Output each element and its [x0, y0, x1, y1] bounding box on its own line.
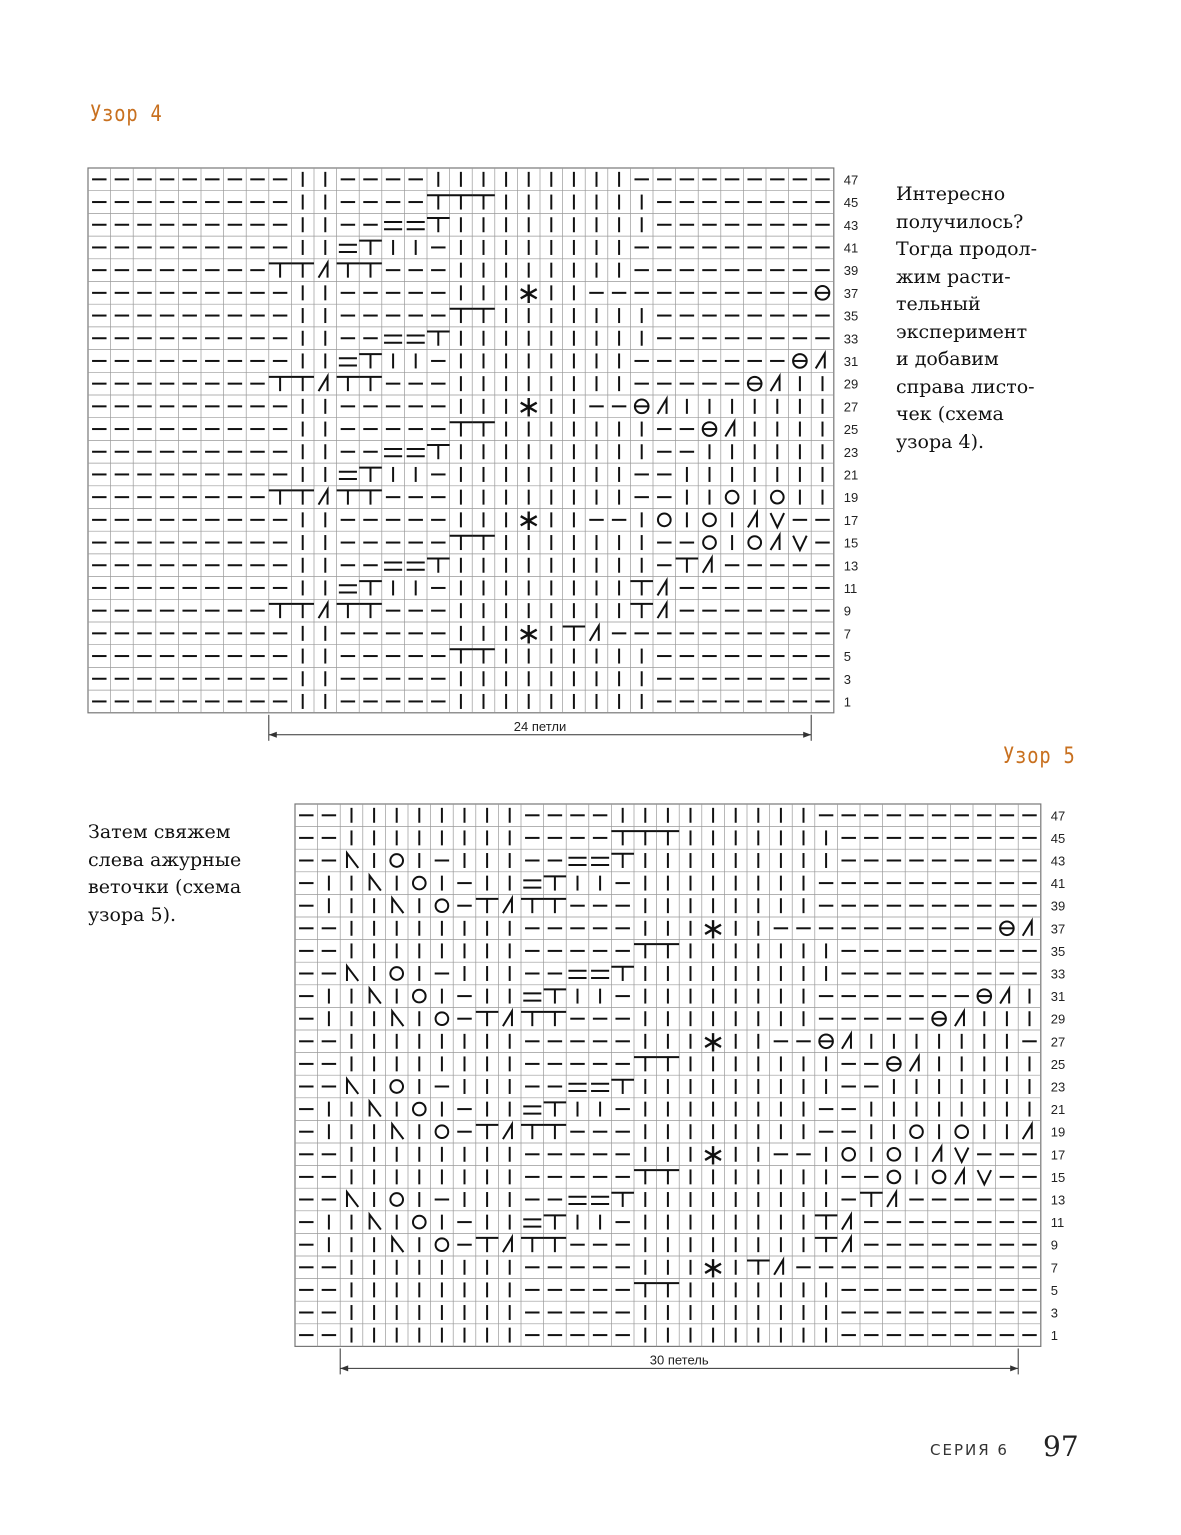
- yarn-over-symbol: [390, 854, 403, 867]
- row-label: 13: [1050, 1192, 1066, 1208]
- left-decrease-symbol: [370, 1215, 381, 1230]
- row-label: 9: [1050, 1237, 1059, 1253]
- row-label: 33: [843, 331, 859, 347]
- k2tog-symbol: [842, 1215, 851, 1230]
- k2tog-symbol: [955, 1011, 964, 1026]
- ssk-symbol: [955, 1148, 969, 1162]
- row-label: 15: [843, 535, 859, 551]
- yarn-over-symbol: [933, 1171, 946, 1184]
- row-label: 1: [843, 694, 852, 710]
- central-stitch-symbol: ∗: [516, 503, 542, 538]
- row-label: 41: [843, 240, 859, 256]
- k2tog-symbol: [910, 1056, 919, 1071]
- row-label: 39: [843, 263, 859, 279]
- left-decrease-symbol: [347, 853, 358, 868]
- row-label: 29: [1050, 1011, 1066, 1027]
- dimension-arrow-right: [1010, 1365, 1018, 1371]
- row-label: 3: [1050, 1305, 1059, 1321]
- row-label: 25: [843, 422, 859, 438]
- row-label: 27: [843, 399, 859, 415]
- k2tog-symbol: [842, 1237, 851, 1252]
- yarn-over-symbol: [888, 1148, 901, 1161]
- k2tog-symbol: [503, 898, 512, 913]
- yarn-over-symbol: [436, 1012, 449, 1025]
- row-label: 23: [1050, 1079, 1066, 1095]
- central-stitch-symbol: ∗: [700, 911, 726, 946]
- row-label: 19: [843, 490, 859, 506]
- row-label: 35: [1050, 943, 1066, 959]
- row-label: 25: [1050, 1056, 1066, 1072]
- ssk-symbol: [978, 1170, 992, 1184]
- k2tog-symbol: [503, 1011, 512, 1026]
- width-label: 30 петель: [649, 1352, 709, 1368]
- yarn-over-symbol: [910, 1125, 923, 1138]
- row-label: 35: [843, 308, 859, 324]
- k2tog-symbol: [932, 1147, 941, 1162]
- row-label: 7: [1050, 1260, 1059, 1276]
- row-label: 21: [1050, 1102, 1066, 1118]
- k2tog-symbol: [1000, 989, 1009, 1004]
- yarn-over-symbol: [888, 1171, 901, 1184]
- pattern4-heading: Узор 4: [90, 102, 163, 127]
- left-decrease-symbol: [370, 1102, 381, 1117]
- central-stitch-symbol: ∗: [700, 1024, 726, 1059]
- yarn-over-symbol: [390, 1193, 403, 1206]
- row-label: 7: [843, 626, 852, 642]
- pattern4-description: Интересно получилось? Тогда продол- жим расти- тельный эксперимент и добавим справа листо- чек (схема узора 4).: [896, 183, 1038, 453]
- central-stitch-symbol: ∗: [516, 616, 542, 651]
- yarn-over-symbol: [955, 1125, 968, 1138]
- row-label: 29: [843, 376, 859, 392]
- row-label: 5: [843, 649, 852, 665]
- row-label: 11: [1050, 1215, 1065, 1231]
- k2tog-symbol: [774, 1260, 783, 1275]
- left-decrease-symbol: [392, 1011, 403, 1026]
- row-label: 47: [843, 172, 859, 188]
- row-label: 9: [843, 603, 852, 619]
- central-stitch-symbol: ∗: [700, 1250, 726, 1285]
- row-label: 19: [1050, 1124, 1066, 1140]
- row-label: 39: [1050, 898, 1066, 914]
- yarn-over-symbol: [413, 1216, 426, 1229]
- k2tog-symbol: [842, 1034, 851, 1049]
- row-labels: [1051, 808, 1065, 1343]
- yarn-over-symbol: [413, 877, 426, 890]
- left-decrease-symbol: [392, 898, 403, 913]
- width-label: 24 петли: [513, 718, 567, 734]
- row-label: 43: [1050, 853, 1066, 869]
- k2tog-symbol: [1023, 921, 1032, 936]
- left-decrease-symbol: [347, 1192, 358, 1207]
- row-label: 37: [843, 285, 859, 301]
- pattern5-description: Затем свяжем слева ажурные веточки (схема узора 5).: [88, 821, 242, 926]
- row-label: 47: [1050, 808, 1066, 824]
- left-decrease-symbol: [392, 1237, 403, 1252]
- row-label: 23: [843, 444, 859, 460]
- central-stitch-symbol: ∗: [516, 389, 542, 424]
- yarn-over-symbol: [390, 1080, 403, 1093]
- row-label: 43: [843, 217, 859, 233]
- yarn-over-symbol: [413, 990, 426, 1003]
- yarn-over-symbol: [436, 1125, 449, 1138]
- left-decrease-symbol: [347, 1079, 358, 1094]
- dimension-arrow-left: [340, 1365, 348, 1371]
- row-label: 37: [1050, 921, 1066, 937]
- yarn-over-symbol: [842, 1148, 855, 1161]
- width-dimension: [340, 1348, 1018, 1374]
- row-label: 11: [843, 580, 858, 596]
- row-label: 31: [843, 353, 859, 369]
- row-label: 17: [843, 512, 859, 528]
- left-decrease-symbol: [370, 876, 381, 891]
- left-decrease-symbol: [347, 966, 358, 981]
- row-label: 45: [843, 195, 859, 211]
- row-label: 33: [1050, 966, 1066, 982]
- k2tog-symbol: [503, 1124, 512, 1139]
- row-label: 17: [1050, 1147, 1066, 1163]
- row-label: 41: [1050, 876, 1066, 892]
- page-number: 97: [1043, 1430, 1079, 1463]
- left-decrease-symbol: [370, 989, 381, 1004]
- row-label: 13: [843, 558, 859, 574]
- row-label: 45: [1050, 830, 1066, 846]
- k2tog-symbol: [503, 1237, 512, 1252]
- row-label: 3: [843, 671, 852, 687]
- row-label: 5: [1050, 1282, 1059, 1298]
- central-stitch-symbol: ∗: [516, 276, 542, 311]
- row-label: 1: [1050, 1328, 1059, 1344]
- yarn-over-symbol: [413, 1103, 426, 1116]
- k2tog-symbol: [955, 1169, 964, 1184]
- central-stitch-symbol: ∗: [700, 1137, 726, 1172]
- yarn-over-symbol: [436, 899, 449, 912]
- row-label: 15: [1050, 1169, 1066, 1185]
- yarn-over-symbol: [436, 1238, 449, 1251]
- k2tog-symbol: [887, 1192, 896, 1207]
- pattern5-heading: Узор 5: [1003, 744, 1076, 769]
- row-label: 31: [1050, 989, 1066, 1005]
- series-label: СЕРИЯ 6: [930, 1441, 1009, 1459]
- yarn-over-symbol: [390, 967, 403, 980]
- row-label: 27: [1050, 1034, 1066, 1050]
- left-decrease-symbol: [392, 1124, 403, 1139]
- row-label: 21: [843, 467, 859, 483]
- k2tog-symbol: [1023, 1124, 1032, 1139]
